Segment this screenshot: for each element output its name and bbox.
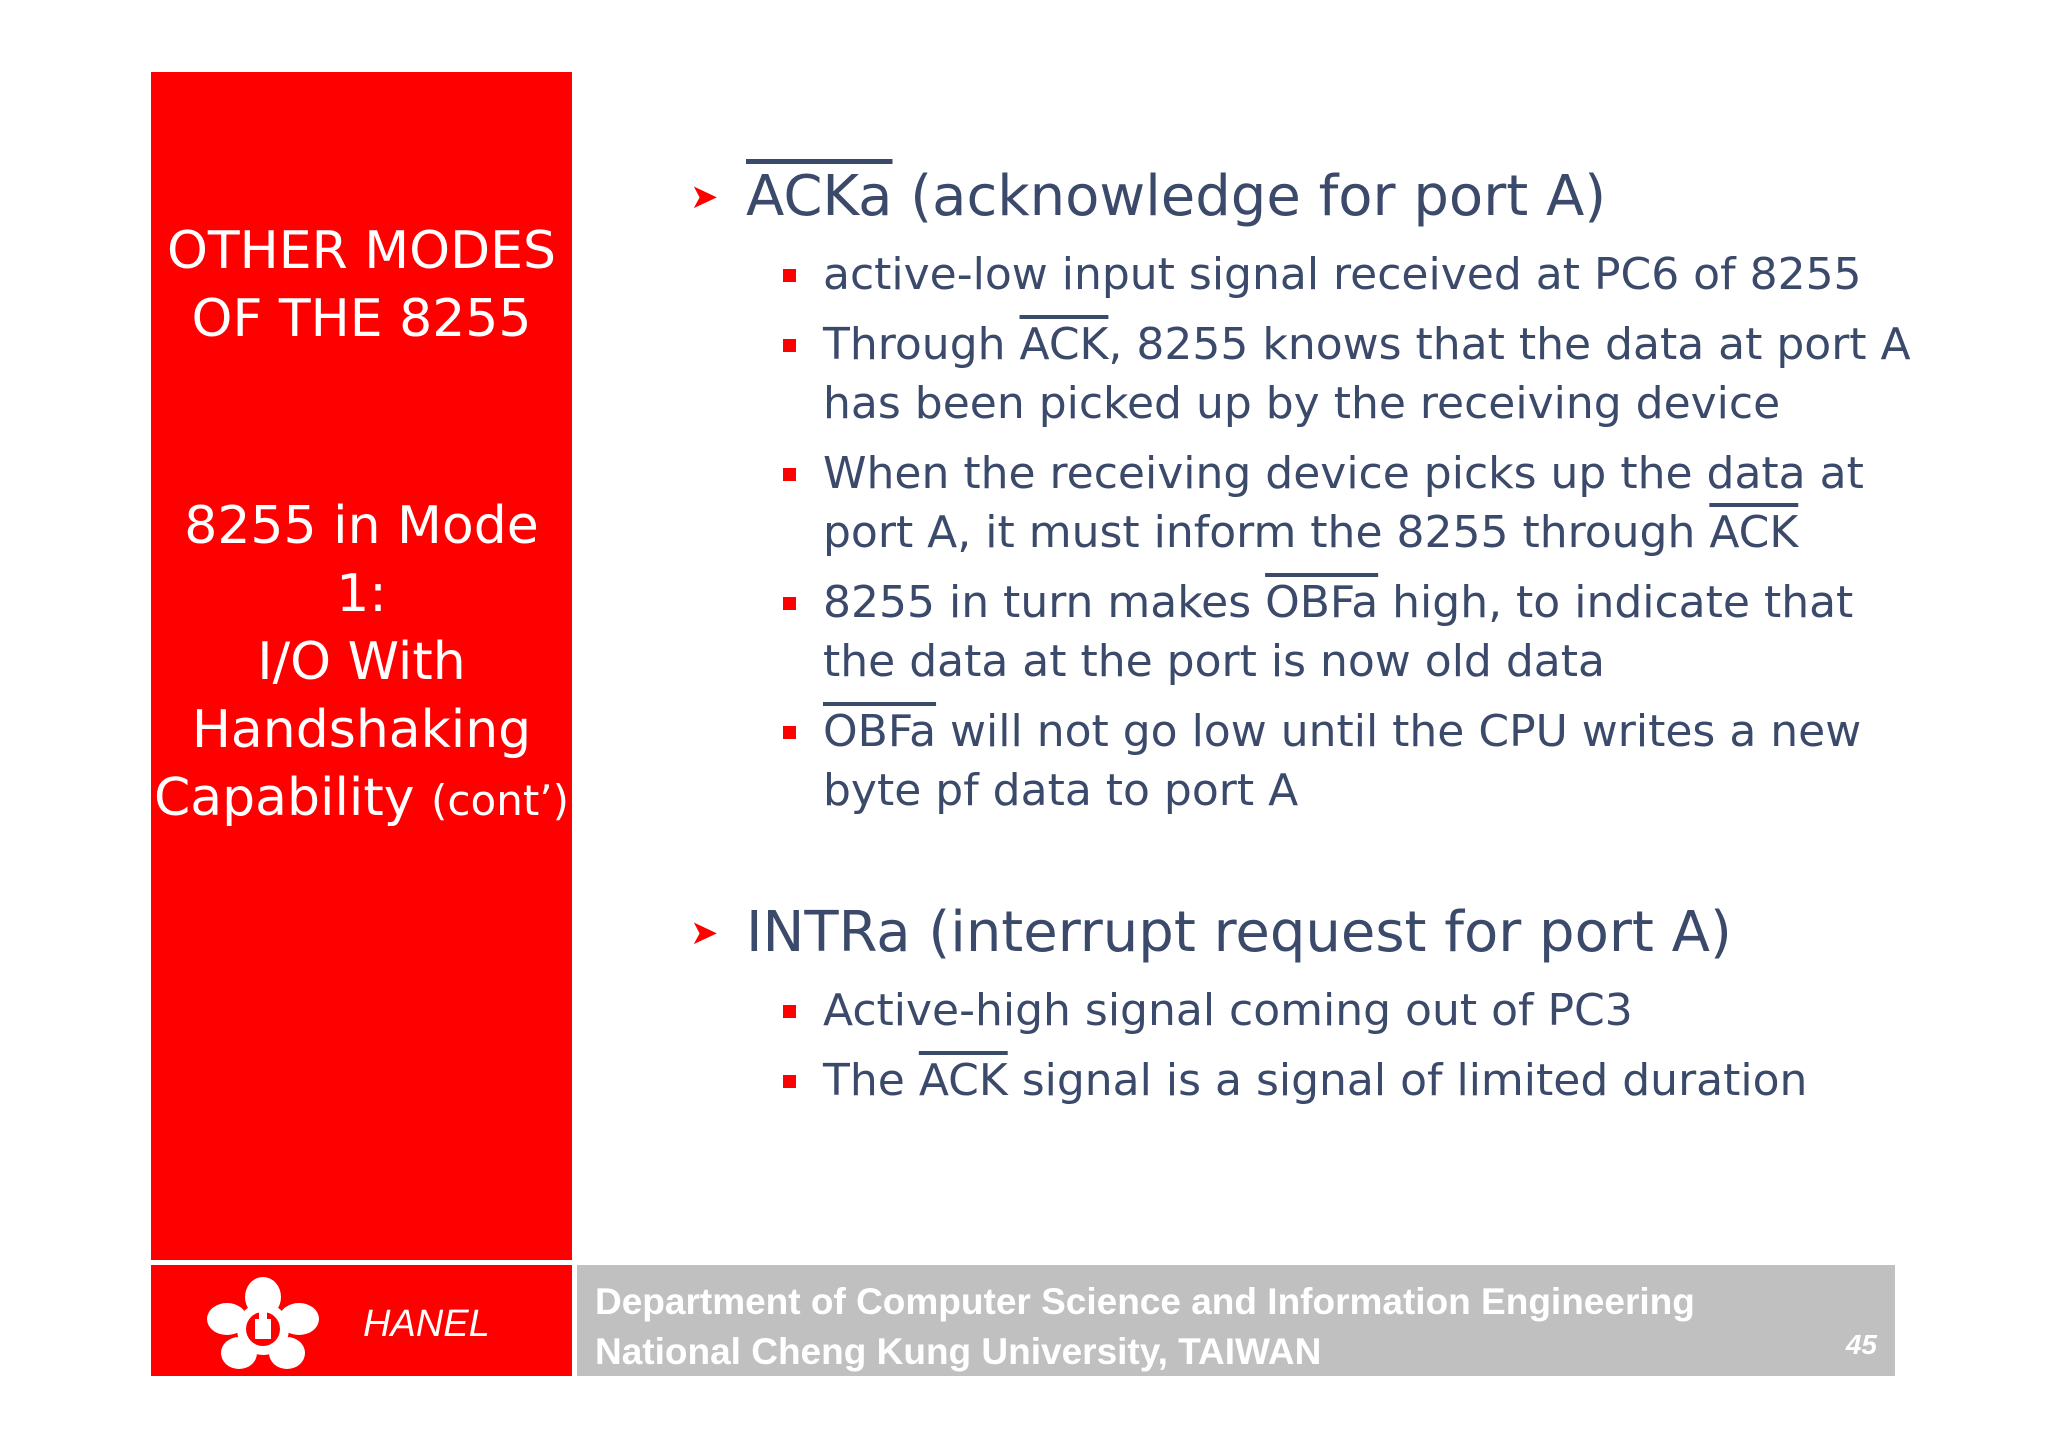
bullet-text: The [823,1055,919,1106]
subtitle-line: 8255 in Mode 1: [184,496,539,624]
signal-name: $\overline{ACK}$ [1019,319,1109,370]
university-name: National Cheng Kung University, TAIWAN [595,1331,1322,1372]
bullet-text: high, to indicate that the data at the port is now old data [823,577,1854,687]
author-label: HANEL [363,1303,490,1345]
arrow-bullet-icon: ➤ [690,177,719,217]
bullet-text: active-low input signal received at PC6 of 8255 [823,249,1862,300]
section-heading [690,896,1920,970]
subtitle-text: Capability [153,768,415,828]
bullet-item [690,315,1920,433]
signal-name: $\overline{ACK}$ [1709,507,1799,558]
title-sidebar [151,72,572,1260]
signal-name: OBFa [823,706,937,757]
signal-name: ACKa [746,164,893,229]
heading-text: (acknowledge for port A) [892,164,1607,229]
footer-brand [151,1265,572,1376]
footer-info [577,1265,1895,1376]
title-line: OF THE 8255 [191,289,532,349]
bullet-item [690,702,1920,820]
subtitle-line: Handshaking [191,700,532,760]
bullet-item [690,981,1920,1040]
bullet-item [690,245,1920,304]
department-info [595,1277,1695,1377]
signal-name: OBFa [1265,577,1379,628]
cont-label: (cont’) [431,776,570,825]
bullet-list [690,981,1920,1110]
department-name: Department of Computer Science and Information Engineering [595,1281,1695,1322]
slide-subtitle [151,492,572,835]
page-number: 45 [1845,1329,1877,1360]
signal-name: $\overline{ACK}$ [918,1055,1008,1106]
university-emblem-icon [205,1275,321,1371]
slide-body [690,160,1920,1110]
bullet-item [690,1051,1920,1110]
bullet-item [690,444,1920,562]
section-heading [690,160,1920,234]
bullet-item [690,573,1920,691]
bullet-text: signal is a signal of limited duration [1007,1055,1808,1106]
subtitle-line: I/O With [257,632,466,692]
slide-title [151,217,572,353]
title-line: OTHER MODES [166,221,556,281]
bullet-text: , 8255 knows that the data at port A has been picked up by the receiving device [823,319,1911,429]
bullet-text: Active-high signal coming out of PC3 [823,985,1633,1036]
bullet-text: When the receiving device picks up the data at port A, it must inform the 8255 through [823,448,1864,558]
heading-text: INTRa (interrupt request for port A) [746,900,1732,965]
bullet-text: 8255 in turn makes [823,577,1266,628]
bullet-text: will not go low until the CPU writes a new byte pf data to port A [823,706,1862,816]
arrow-bullet-icon: ➤ [690,913,719,953]
bullet-text: Through [823,319,1020,370]
bullet-list [690,245,1920,820]
subtitle-line [151,764,572,835]
